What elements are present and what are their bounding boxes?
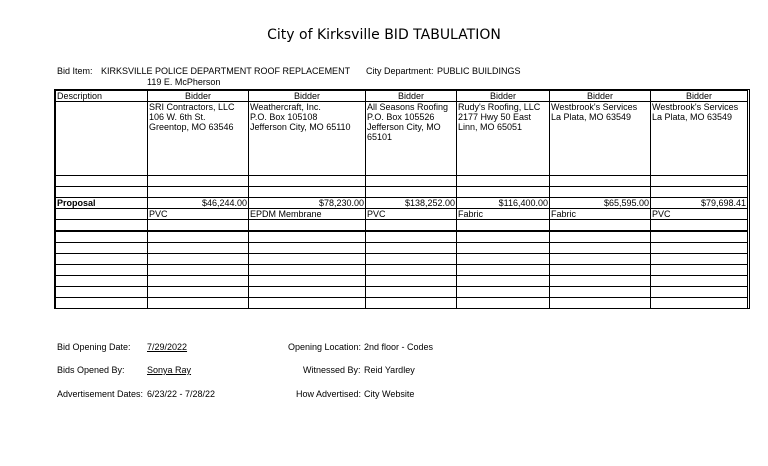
opened-by-value: Sonya Ray <box>147 365 192 375</box>
table-row <box>56 231 748 243</box>
material: PVC <box>366 209 457 220</box>
material-row <box>56 209 748 220</box>
opened-by-label: Bids Opened By: <box>57 365 125 375</box>
material: EPDM Membrane <box>249 209 366 220</box>
witnessed-by-label: Witnessed By: <box>303 365 361 375</box>
table-row <box>56 265 748 276</box>
table-row <box>56 254 748 265</box>
material: PVC <box>651 209 748 220</box>
material: PVC <box>148 209 249 220</box>
witnessed-by-value: Reid Yardley <box>364 365 415 375</box>
bidder-info: Weathercraft, Inc. P.O. Box 105108 Jefferson City, MO 65110 <box>249 102 366 176</box>
how-advertised-value: City Website <box>364 389 415 399</box>
table-row <box>56 287 748 298</box>
proposal-amount: $79,698.41 <box>651 198 748 209</box>
table-row <box>56 243 748 254</box>
proposal-amount: $78,230.00 <box>249 198 366 209</box>
bid-item-label: Bid Item: <box>57 66 93 76</box>
table-row <box>56 220 748 232</box>
table-cell <box>56 102 148 176</box>
bid-item-value: KIRKSVILLE POLICE DEPARTMENT ROOF REPLACEMENT <box>101 66 351 76</box>
how-advertised-label: How Advertised: <box>296 389 362 399</box>
opening-location-label: Opening Location: <box>288 342 362 352</box>
bidder-header: Bidder <box>148 91 249 102</box>
opening-location-value: 2nd floor - Codes <box>364 342 434 352</box>
opening-date-value: 7/29/2022 <box>147 342 188 352</box>
material: Fabric <box>550 209 651 220</box>
proposal-amount: $65,595.00 <box>550 198 651 209</box>
material: Fabric <box>457 209 550 220</box>
bidder-info: Westbrook's Services La Plata, MO 63549 <box>651 102 748 176</box>
advert-dates-value: 6/23/22 - 7/28/22 <box>147 389 216 399</box>
bidder-info: SRI Contractors, LLC 106 W. 6th St. Greentop, MO 63546 <box>148 102 249 176</box>
bidder-header: Bidder <box>550 91 651 102</box>
opening-date-label: Bid Opening Date: <box>57 342 131 352</box>
bidder-header: Bidder <box>457 91 550 102</box>
department-label: City Department: <box>366 66 434 76</box>
description-header: Description <box>56 91 148 102</box>
proposal-label: Proposal <box>56 198 148 209</box>
table-row <box>56 276 748 287</box>
proposal-amount: $116,400.00 <box>457 198 550 209</box>
table-row <box>56 176 748 187</box>
bidder-header: Bidder <box>651 91 748 102</box>
bidder-info-row <box>56 102 748 176</box>
department-value: PUBLIC BUILDINGS <box>437 66 521 76</box>
bid-item-address: 119 E. McPherson <box>147 77 221 87</box>
bidder-info: Rudy's Roofing, LLC 2177 Hwy 50 East Linn, MO 65051 <box>457 102 550 176</box>
bidder-info: Westbrook's Services La Plata, MO 63549 <box>550 102 651 176</box>
header-row <box>56 91 748 102</box>
proposal-row <box>56 198 748 209</box>
table-row <box>56 298 748 309</box>
bidder-header: Bidder <box>249 91 366 102</box>
table-cell <box>56 209 148 220</box>
proposal-amount: $138,252.00 <box>366 198 457 209</box>
bidder-info: All Seasons Roofing P.O. Box 105526 Jefferson City, MO 65101 <box>366 102 457 176</box>
proposal-amount: $46,244.00 <box>148 198 249 209</box>
advert-dates-label: Advertisement Dates: <box>57 389 144 399</box>
table-row <box>56 187 748 198</box>
bidder-header: Bidder <box>366 91 457 102</box>
bid-table <box>55 90 748 309</box>
page-title: City of Kirksville BID TABULATION <box>267 27 501 43</box>
